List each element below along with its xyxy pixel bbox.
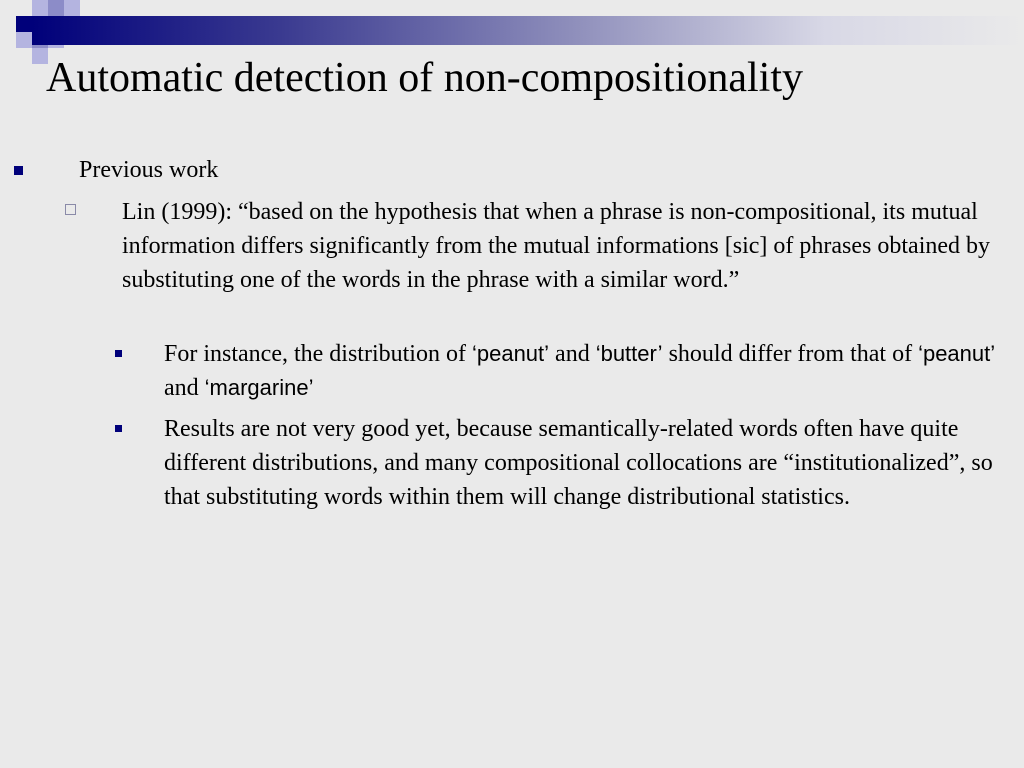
hollow-square-bullet-icon — [65, 204, 76, 215]
corner-square — [48, 0, 64, 16]
corner-square — [16, 16, 32, 32]
bullet-text: Results are not very good yet, because semantically-related words often have quite different distributions, and many compositional collocations are “institutionalized”, so that substituting words within them will change distributional statistics. — [164, 416, 993, 510]
word-butter: ‘butter’ — [595, 341, 663, 366]
text-run: and — [164, 375, 205, 401]
header-gradient-bar — [32, 16, 1024, 45]
text-run: For instance, the distribution of — [164, 341, 472, 367]
text-run: should differ from that of — [662, 341, 919, 367]
word-margarine: ‘margarine’ — [204, 375, 314, 400]
bullet-text — [164, 337, 1004, 405]
bullet-text: Previous work — [79, 157, 219, 183]
square-bullet-icon — [14, 166, 23, 175]
corner-square — [32, 0, 48, 16]
text-run: and — [549, 341, 596, 367]
square-bullet-icon — [115, 425, 122, 432]
square-bullet-icon — [115, 350, 122, 357]
slide-title: Automatic detection of non-compositionality — [46, 55, 804, 101]
bullet-text: Lin (1999): “based on the hypothesis that when a phrase is non-compositional, its mutual information differs significantly from the mutual informations [sic] of phrases obtained by substituting one of the words in the phrase with a similar word.” — [122, 199, 991, 293]
corner-square — [64, 0, 80, 16]
word-peanut: ‘peanut’ — [918, 341, 996, 366]
word-peanut: ‘peanut’ — [471, 341, 550, 366]
corner-square — [16, 32, 32, 48]
